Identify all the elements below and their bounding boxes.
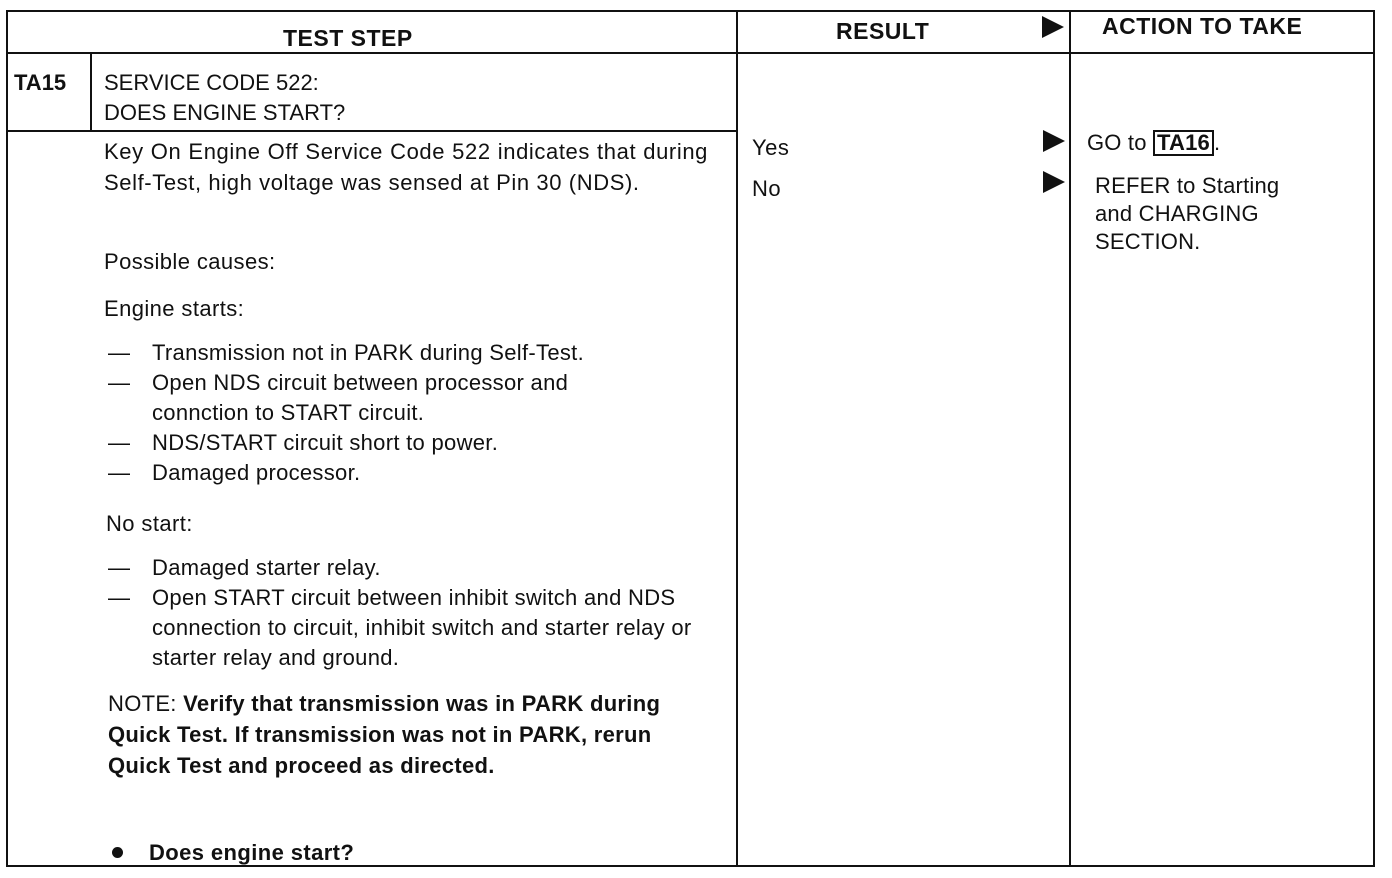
cause-item: — Transmission not in PARK during Self-Test. [108, 338, 668, 368]
title-divider [6, 130, 737, 132]
step-code: TA15 [14, 70, 67, 95]
cause-item: — Damaged starter relay. [108, 553, 698, 583]
step-title-line-2: DOES ENGINE START? [104, 100, 346, 125]
bullet-icon [112, 847, 123, 858]
code-cell-divider [90, 52, 92, 132]
step-description: Key On Engine Off Service Code 522 indicates that during Self-Test, high voltage was sensed at Pin 30 (NDS). [104, 139, 708, 195]
no-start-cause-list [108, 553, 698, 673]
action-no-line-3: SECTION. [1095, 229, 1201, 254]
engine-starts-cause-list [108, 338, 668, 488]
result-yes: Yes [752, 135, 790, 160]
step-reference-link[interactable]: TA16 [1153, 130, 1214, 156]
question-text: Does engine start? [149, 840, 355, 865]
step-title [104, 68, 345, 128]
step-title-line-1: SERVICE CODE 522: [104, 70, 319, 95]
action-yes-suffix: . [1213, 130, 1221, 155]
header-result: RESULT [836, 18, 930, 44]
cause-item: — Open START circuit between inhibit switch and NDS connection to circuit, inhibit switch and starter relay or starter relay and ground. [108, 583, 698, 673]
header-arrow-icon [1042, 16, 1064, 38]
action-no-line-1: REFER to Starting [1095, 173, 1280, 198]
no-start-label: No start: [106, 511, 193, 536]
cause-item: — NDS/START circuit short to power. [108, 428, 668, 458]
action-no-line-2: and CHARGING [1095, 201, 1259, 226]
header-divider [6, 52, 1375, 54]
header-test-step: TEST STEP [283, 25, 413, 51]
engine-starts-label: Engine starts: [104, 296, 245, 321]
action-no [1095, 172, 1279, 256]
action-yes [1087, 129, 1220, 157]
result-yes-arrow-icon [1043, 130, 1065, 152]
note-label: NOTE: [108, 691, 177, 716]
cause-item: — Open NDS circuit between processor and connction to START circuit. [108, 368, 668, 428]
action-yes-prefix: GO to [1087, 130, 1147, 155]
column-divider-result [736, 10, 738, 867]
step-question [112, 840, 354, 866]
note [108, 688, 708, 781]
result-no: No [752, 176, 782, 201]
header-action: ACTION TO TAKE [1102, 13, 1303, 39]
note-text: Verify that transmission was in PARK during Quick Test. If transmission was not in PARK, rerun Quick Test and proceed as directed. [108, 691, 661, 778]
cause-item: — Damaged processor. [108, 458, 668, 488]
possible-causes-label: Possible causes: [104, 249, 276, 274]
result-no-arrow-icon [1043, 171, 1065, 193]
column-divider-action [1069, 10, 1071, 867]
